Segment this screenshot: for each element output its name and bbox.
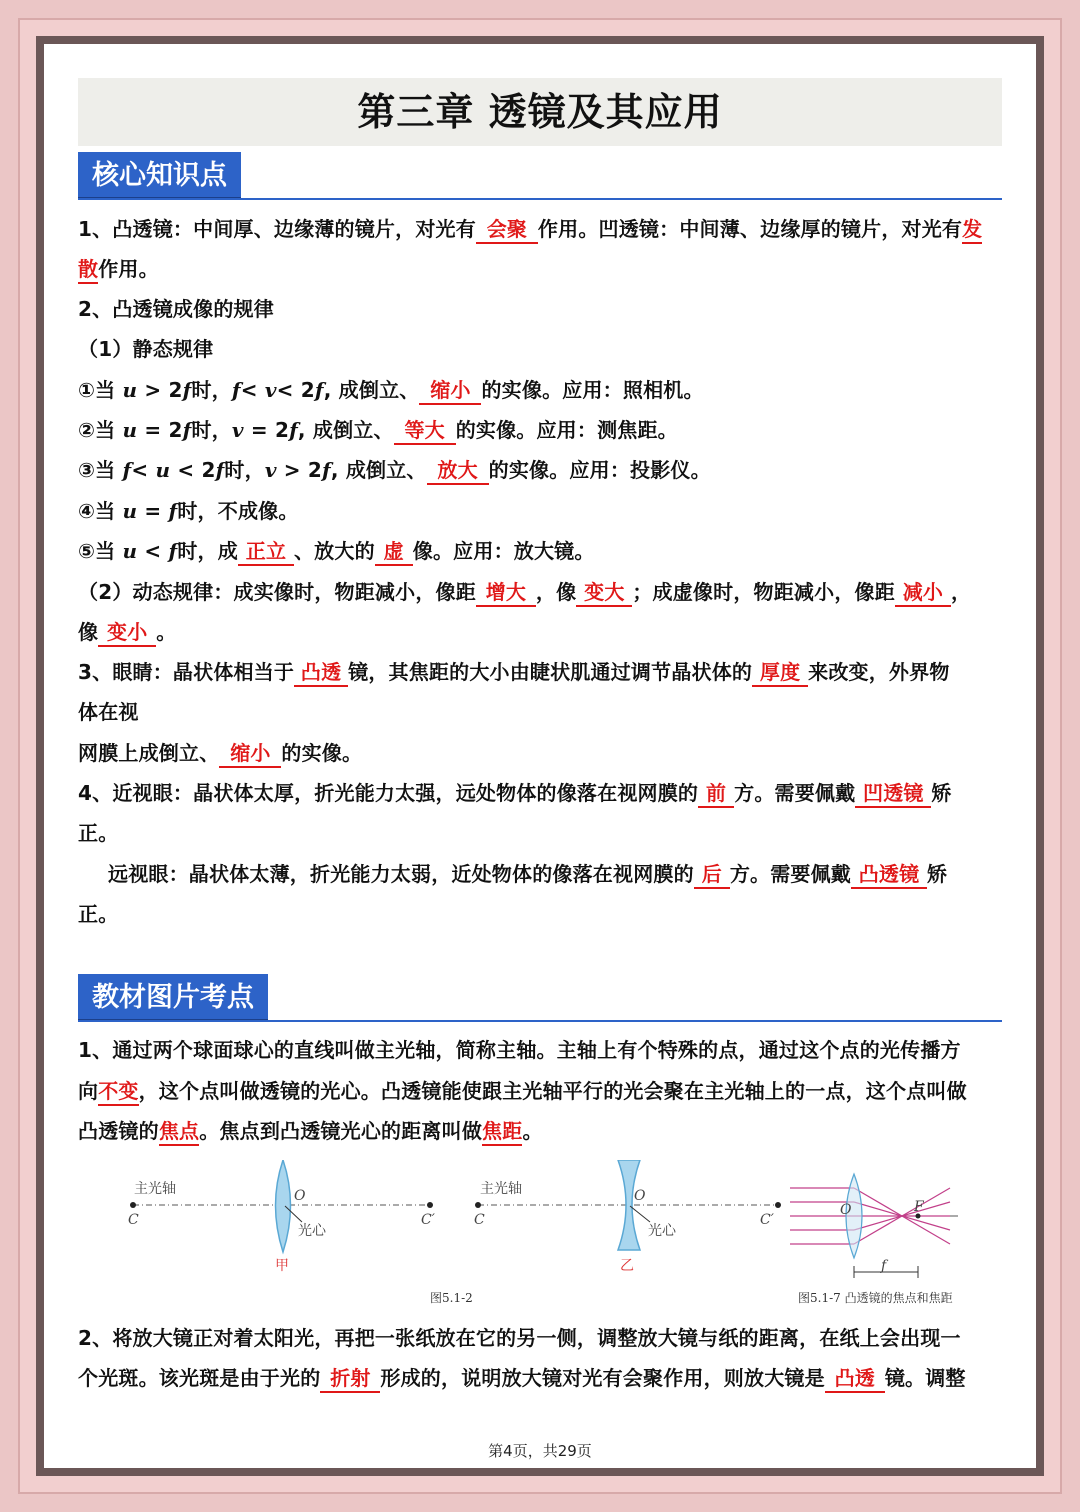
answer-blank: 凸透镜 xyxy=(851,861,927,889)
answer-blank: 变大 xyxy=(576,579,632,607)
answer-blank: 焦点 xyxy=(159,1118,199,1146)
page-title: 第三章 透镜及其应用 xyxy=(78,78,1002,146)
answer-blank: 凹透镜 xyxy=(855,780,931,808)
section-divider xyxy=(78,1020,1002,1022)
rule-4: ④当 u = f时，不成像。 xyxy=(78,499,299,523)
label-yi: 乙 xyxy=(620,1258,634,1274)
answer-blank: 前 xyxy=(698,780,734,808)
focus-figure xyxy=(790,1174,958,1278)
section-heading-figures: 教材图片考点 xyxy=(78,974,268,1022)
text-line: （1）静态规律 xyxy=(78,337,214,361)
text-line: 网膜上成倒立、 缩小 的实像。 xyxy=(78,733,1004,773)
svg-text:O: O xyxy=(634,1188,646,1204)
center-label: 光心 xyxy=(298,1223,326,1239)
point-c: C xyxy=(128,1212,139,1228)
answer-blank: 发 xyxy=(962,216,982,244)
answer-blank: 减小 xyxy=(895,579,951,607)
answer-blank: 变小 xyxy=(98,619,156,647)
svg-text:O: O xyxy=(840,1202,852,1218)
answer-blank: 厚度 xyxy=(752,659,808,687)
convex-lens-shape xyxy=(276,1160,291,1252)
text-line: 1、凸透镜：中间厚、边缘薄的镜片，对光有 会聚 作用。凹透镜：中间薄、边缘厚的镜片，对光有发 xyxy=(78,209,1004,249)
eye-line: 3、眼睛：晶状体相当于 凸透 镜，其焦距的大小由睫状肌通过调节晶状体的 厚度 来改变，外界物 xyxy=(78,652,1004,692)
answer-blank: 散 xyxy=(78,256,98,284)
svg-text:主光轴: 主光轴 xyxy=(480,1181,522,1197)
page-footer: 第4页，共29页 xyxy=(488,1442,592,1460)
answer-blank: 等大 xyxy=(394,417,456,445)
section-heading-core: 核心知识点 xyxy=(78,152,241,200)
focal-length-label: f xyxy=(881,1258,887,1274)
myopia-line: 4、近视眼：晶状体太厚，折光能力太强，远处物体的像落在视网膜的 前 方。需要佩戴 凹透镜 矫 xyxy=(78,773,1004,813)
point-c-prime: C′ xyxy=(421,1212,435,1228)
answer-blank: 凸透 xyxy=(825,1365,885,1393)
text-line: 2、凸透镜成像的规律 xyxy=(78,297,274,321)
answer-blank: 增大 xyxy=(476,579,536,607)
answer-blank: 凸透 xyxy=(294,659,348,687)
answer-blank: 缩小 xyxy=(219,740,281,768)
answer-blank: 折射 xyxy=(320,1365,380,1393)
text-line: 凸透镜的焦点。焦点到凸透镜光心的距离叫做焦距。 xyxy=(78,1111,1004,1151)
answer-blank: 不变 xyxy=(98,1078,138,1106)
center-o: O xyxy=(294,1188,306,1204)
answer-blank: 放大 xyxy=(427,457,489,485)
rule-3: ③当 f< u < 2f时，v > 2f, 成倒立、 放大 的实像。应用：投影仪。 xyxy=(78,450,1004,490)
concave-lens-figure xyxy=(474,1160,781,1274)
svg-text:C: C xyxy=(474,1212,485,1228)
text-line: 正。 xyxy=(78,902,119,926)
text-line: 像 变小 。 xyxy=(78,612,1004,652)
dynamic-rule: （2）动态规律：成实像时，物距减小，像距 增大 ，像 变大 ；成虚像时，物距减小，像距 减小 ， xyxy=(78,572,1004,612)
text-line: 正。 xyxy=(78,821,119,845)
answer-blank: 缩小 xyxy=(419,377,481,405)
rule-2: ②当 u = 2f时，v = 2f, 成倒立、 等大 的实像。应用：测焦距。 xyxy=(78,410,1004,450)
focus-label: F xyxy=(914,1199,924,1215)
answer-blank: 后 xyxy=(694,861,730,889)
lens-figures xyxy=(78,1160,1002,1310)
text-line: 向不变，这个点叫做透镜的光心。凸透镜能使跟主光轴平行的光会聚在主光轴上的一点，这个点叫做 xyxy=(78,1071,1004,1111)
text-line: 1、通过两个球面球心的直线叫做主光轴，简称主轴。主轴上有个特殊的点，通过这个点的光传播方 xyxy=(78,1038,961,1062)
axis-label: 主光轴 xyxy=(134,1181,176,1197)
svg-text:光心: 光心 xyxy=(648,1223,676,1239)
rule-1: ①当 u > 2f时，f< v< 2f, 成倒立、 缩小 的实像。应用：照相机。 xyxy=(78,370,1004,410)
answer-blank: 虚 xyxy=(375,538,413,566)
label-jia: 甲 xyxy=(275,1258,289,1274)
rule-5: ⑤当 u < f时，成 正立 、放大的 虚 像。应用：放大镜。 xyxy=(78,531,1004,571)
figure-caption-2: 图5.1-7 凸透镜的焦点和焦距 xyxy=(798,1291,953,1305)
lens-diagram xyxy=(78,1160,1002,1310)
answer-blank: 焦距 xyxy=(482,1118,522,1146)
text-line: 2、将放大镜正对着太阳光，再把一张纸放在它的另一侧，调整放大镜与纸的距离，在纸上会出现一 xyxy=(78,1326,961,1350)
answer-blank: 正立 xyxy=(238,538,294,566)
section-divider xyxy=(78,198,1002,200)
figure-caption-1: 图5.1-2 xyxy=(430,1291,473,1305)
text-line: 体在视 xyxy=(78,700,139,724)
text-line: 个光斑。该光斑是由于光的 折射 形成的，说明放大镜对光有会聚作用，则放大镜是 凸透 镜。调整 xyxy=(78,1358,1004,1398)
convex-lens-figure xyxy=(128,1160,436,1274)
hyperopia-line: 远视眼：晶状体太薄，折光能力太弱，近处物体的像落在视网膜的 后 方。需要佩戴 凸透镜 矫 xyxy=(78,854,1004,894)
text-line: 散作用。 xyxy=(78,249,1004,289)
answer-blank: 会聚 xyxy=(476,216,538,244)
svg-text:C′: C′ xyxy=(760,1212,774,1228)
